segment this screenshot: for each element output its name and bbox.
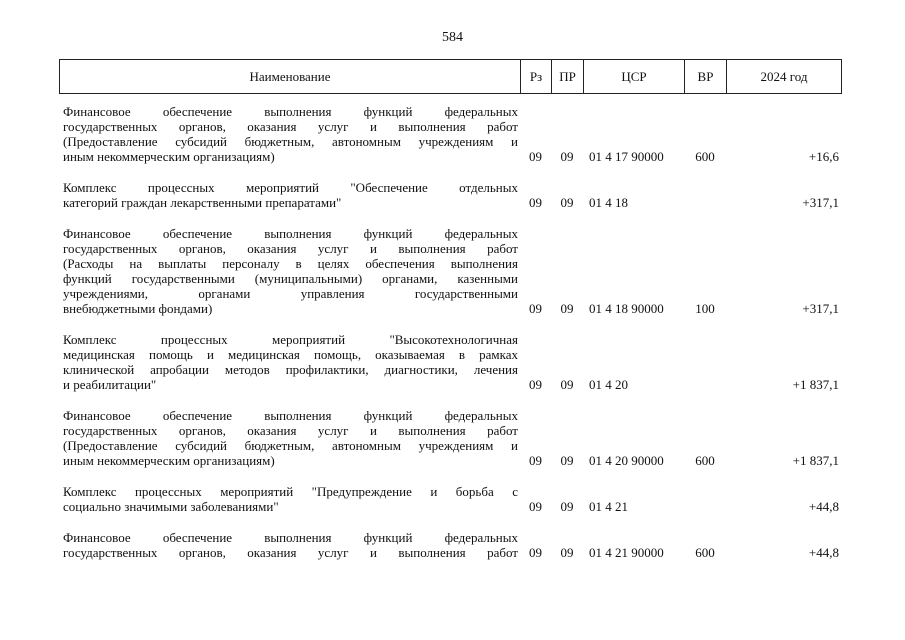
row-spacer [59,468,841,484]
row-name-line: социально значимыми заболеваниями" [63,499,279,514]
column-header-rz: Рз [521,60,552,94]
row-name [59,104,520,164]
row-rz: 09 [529,499,542,514]
row-spacer [59,514,841,530]
row-csr: 01 4 21 [589,499,628,514]
row-csr: 01 4 21 90000 [589,545,664,560]
row-csr: 01 4 18 [589,195,628,210]
table-row [59,484,841,514]
row-vr: 600 [695,545,715,560]
row-rz: 09 [529,545,542,560]
column-header-name: Наименование [60,60,521,94]
row-name-line: Финансовое обеспечение выполнения функций федеральных [63,530,518,545]
table-row [59,530,841,560]
row-name-line: государственных органов, оказания услуг и выполнения работ [63,241,518,256]
column-header-vr: ВР [685,60,727,94]
row-csr: 01 4 20 90000 [589,453,664,468]
column-header-year: 2024 год [727,60,842,94]
row-name-line: функций государственными (муниципальными) органами, казенными [63,271,518,286]
row-rz: 09 [529,195,542,210]
row-name-line: внебюджетными фондами) [63,301,213,316]
row-name [59,484,520,514]
row-spacer [59,316,841,332]
row-spacer [59,210,841,226]
row-name-line: Финансовое обеспечение выполнения функций федеральных [63,226,518,241]
row-rz: 09 [529,301,542,316]
row-pr: 09 [560,453,574,468]
row-name-line: Финансовое обеспечение выполнения функций федеральных [63,408,518,423]
table-row [59,332,841,392]
row-pr: 09 [560,195,574,210]
row-name-line: (Расходы на выплаты персоналу в целях обеспечения выполнения [63,256,518,271]
row-vr [684,484,726,514]
row-spacer [59,164,841,180]
row-pr: 09 [560,545,574,560]
row-amount: +1 837,1 [792,453,839,468]
row-name-line: медицинская помощь и медицинская помощь, оказываемая в рамках [63,347,518,362]
table-row [59,180,841,210]
row-amount: +317,1 [802,301,839,316]
row-pr: 09 [560,377,574,392]
row-name-line: государственных органов, оказания услуг и выполнения работ [63,423,518,438]
row-name [59,530,520,560]
row-name-line: учреждениями, органами управления государственными [63,286,518,301]
row-csr: 01 4 20 [589,377,628,392]
row-name-line: государственных органов, оказания услуг и выполнения работ [63,119,518,134]
table-row [59,226,841,316]
row-amount: +317,1 [802,195,839,210]
page-number: 584 [442,30,463,45]
row-name-line: (Предоставление субсидий бюджетным, автономным учреждениям и [63,134,518,149]
row-name-line: (Предоставление субсидий бюджетным, автономным учреждениям и [63,438,518,453]
row-pr: 09 [560,499,574,514]
row-amount: +1 837,1 [792,377,839,392]
row-amount: +44,8 [808,545,839,560]
row-name [59,332,520,392]
table-row [59,408,841,468]
row-rz: 09 [529,149,542,164]
row-name-line: государственных органов, оказания услуг и выполнения работ [63,545,518,560]
row-name [59,408,520,468]
row-name-line: Комплекс процессных мероприятий "Предупреждение и борьба с [63,484,518,499]
row-vr [684,180,726,210]
row-name-line: иным некоммерческим организациям) [63,149,275,164]
row-rz: 09 [529,453,542,468]
row-rz: 09 [529,377,542,392]
row-vr: 100 [695,301,715,316]
row-amount: +44,8 [808,499,839,514]
row-vr: 600 [695,453,715,468]
table-header [59,59,842,94]
row-name-line: Финансовое обеспечение выполнения функций федеральных [63,104,518,119]
row-name-line: иным некоммерческим организациям) [63,453,275,468]
row-name [59,180,520,210]
row-pr: 09 [560,149,574,164]
budget-table [59,104,841,560]
column-header-csr: ЦСР [584,60,685,94]
row-csr: 01 4 18 90000 [589,301,664,316]
table-row [59,104,841,164]
row-spacer [59,392,841,408]
row-name-line: Комплекс процессных мероприятий "Обеспечение отдельных [63,180,518,195]
column-header-pr: ПР [552,60,584,94]
row-vr [684,332,726,392]
row-name-line: клинической апробации методов профилактики, диагностики, лечения [63,362,518,377]
row-vr: 600 [695,149,715,164]
row-name-line: категорий граждан лекарственными препаратами" [63,195,342,210]
row-csr: 01 4 17 90000 [589,149,664,164]
row-name-line: Комплекс процессных мероприятий "Высокотехнологичная [63,332,518,347]
row-name-line: и реабилитации" [63,377,157,392]
row-name [59,226,520,316]
row-amount: +16,6 [808,149,839,164]
row-pr: 09 [560,301,574,316]
